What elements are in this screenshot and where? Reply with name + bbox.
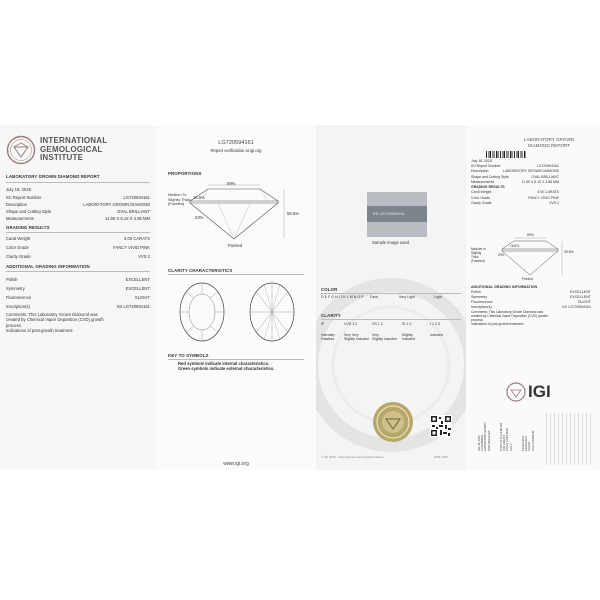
- clarity-desc: [321, 333, 335, 341]
- clarity-desc-line: Slightly Included: [372, 337, 397, 342]
- report-type: LABORATORY GROWN DIAMOND REPORT: [6, 174, 100, 179]
- summary-culet: Pointed: [522, 277, 533, 281]
- clarity-desc-line: Very Very: [344, 333, 359, 337]
- summary-label: Shape and Cutting Style: [471, 174, 509, 179]
- verify-text: Report verification at igi.org: [210, 148, 262, 153]
- grading-label: Carat Weight: [6, 236, 31, 241]
- report-number: LG720594161: [218, 140, 254, 146]
- report-date: July 18, 2025: [6, 187, 31, 192]
- clarity-desc-line: Very: [372, 333, 379, 337]
- summary-value: LABORATORY GROWN DIAMOND: [503, 169, 559, 174]
- sample-image: [367, 192, 427, 237]
- color-letter: I: [338, 295, 340, 299]
- additional-value: EXCELLENT: [125, 286, 150, 291]
- igi-logo-icon: [6, 135, 36, 165]
- clarity-grade: I 1 2 3: [430, 322, 440, 326]
- summary-girdle: [471, 247, 486, 263]
- summary-value: EXCELLENT: [570, 290, 591, 294]
- additional-heading: ADDITIONAL GRADING INFORMATION: [6, 264, 90, 269]
- color-scale-heading: COLOR: [321, 287, 338, 292]
- clarity-desc-line: Flawless: [321, 337, 335, 342]
- color-letter: E: [324, 295, 328, 299]
- color-letter: K: [343, 295, 346, 299]
- symbols-note-line: Green symbols indicate external characteristics.: [178, 366, 275, 372]
- summary-additional-heading: ADDITIONAL GRADING INFORMATION: [471, 285, 538, 289]
- summary-label: Description: [471, 169, 489, 174]
- mini-text-block: [546, 413, 592, 465]
- field-label: Shape and Cutting Style: [6, 209, 52, 214]
- logo-line: INTERNATIONAL: [40, 136, 108, 145]
- summary-label: Inscription(s): [471, 305, 492, 309]
- mini-field: VVS 2: [509, 443, 513, 451]
- depth-percent: 59.6%: [287, 211, 299, 216]
- grading-label: Color Grade: [6, 245, 29, 250]
- summary-comment-line: process.: [471, 318, 484, 322]
- sample-caption: Sample image used: [372, 240, 410, 245]
- comment-line: Comments: This Laboratory Grown Diamond was: [6, 312, 98, 317]
- color-word: Faint: [370, 295, 378, 299]
- summary-label: Polish: [471, 290, 481, 294]
- additional-label: Inscription(s): [6, 304, 30, 309]
- crown-angle: 16.5%: [193, 195, 205, 200]
- report-panel-proportions: [156, 125, 316, 470]
- summary-value: FANCY VIVID PINK: [528, 195, 559, 200]
- mini-field: 3.00 CARATS: [503, 434, 507, 451]
- summary-pavilion-percent: 23%: [498, 253, 505, 257]
- summary-value: 3.00 CARATS: [537, 190, 559, 195]
- mini-field: EXCELLENT: [525, 435, 529, 451]
- clarity-desc: [372, 333, 397, 341]
- summary-comment-line: Comments: This Laboratory Grown Diamond was: [471, 310, 544, 314]
- summary-comment-line: Indications of post-growth treatment: [471, 322, 524, 326]
- comment-line: Indications of post-growth treatment: [6, 328, 73, 334]
- summary-fields: [471, 164, 559, 206]
- barcode-icon: [486, 151, 526, 158]
- grading-value: FANCY VIVID PINK: [113, 245, 150, 250]
- footer-copyright: © IGI 2025 - International Gemological Institute: [321, 455, 384, 459]
- summary-date: July 18, 2025: [471, 159, 492, 163]
- clarity-plot-diagram: [168, 280, 304, 344]
- color-letters: [321, 295, 364, 300]
- summary-value: IGI LG720594161: [562, 305, 591, 309]
- additional-row: [6, 277, 150, 282]
- symbols-note: [178, 361, 274, 372]
- color-letter: H: [335, 295, 338, 299]
- summary-label: Clarity Grade: [471, 201, 492, 206]
- summary-value: LG720594161: [536, 164, 559, 168]
- summary-label: Color Grade: [471, 195, 491, 200]
- summary-title-line: LABORATORY GROWN: [523, 137, 575, 142]
- comments: [6, 312, 104, 334]
- field-label: IGI Report Number: [6, 195, 42, 200]
- field-value: 11.69 X 8.15 X 4.86 MM: [105, 216, 150, 221]
- igi-brand-logo-icon: [506, 382, 526, 402]
- mini-field: SLIGHT: [528, 441, 532, 451]
- color-letter: L: [346, 295, 349, 299]
- clarity-scale-heading: CLARITY: [321, 313, 341, 318]
- igi-brand-text: IGI: [528, 382, 551, 401]
- mini-field: July 18, 2025: [478, 435, 481, 451]
- summary-crown-angle: 16.5%: [510, 244, 520, 248]
- grading-heading: GRADING RESULTS: [6, 225, 50, 230]
- field-value: OVAL BRILLIANT: [116, 209, 150, 214]
- key-to-symbols-heading: KEY TO SYMBOLS: [168, 353, 209, 358]
- summary-row: [471, 201, 559, 206]
- comment-line: process.: [6, 322, 22, 328]
- website-link[interactable]: www.igi.org: [223, 461, 249, 467]
- mini-field: FANCY VIVID PINK: [506, 428, 510, 451]
- girdle-line: (Faceted): [168, 202, 185, 207]
- clarity-grade: IF: [321, 322, 325, 326]
- grading-row: [6, 236, 150, 241]
- proportions-heading: PROPORTIONS: [168, 171, 202, 176]
- additional-row: [6, 295, 150, 300]
- report-panel-scales: [316, 125, 466, 470]
- summary-comments: [471, 310, 591, 326]
- summary-label: Symmetry: [471, 295, 488, 299]
- footer-form: FOR 2025: [434, 455, 448, 459]
- summary-label: Measurements: [471, 179, 495, 184]
- summary-table-percent: 59%: [527, 233, 534, 237]
- clarity-desc-line: Included: [402, 337, 415, 342]
- summary-value: SLIGHT: [578, 300, 591, 304]
- summary-girdle-line: Thick: [471, 255, 479, 259]
- logo-line: GEMOLOGICAL: [40, 144, 103, 154]
- mini-field: IGI LG720594161: [531, 430, 535, 451]
- mini-field: EXCELLENT: [522, 435, 525, 451]
- girdle-line: Medium To: [168, 193, 187, 197]
- color-letter: F: [328, 295, 331, 299]
- mini-field: OVAL BRILLIANT: [487, 430, 491, 451]
- grading-row: [6, 254, 150, 259]
- clarity-desc: [402, 333, 415, 341]
- gold-seal-icon: [372, 401, 414, 443]
- mini-column: [522, 430, 535, 451]
- color-word: Very Light: [399, 295, 415, 299]
- inscription-text: IGI LG720594161: [373, 211, 405, 216]
- color-word: Light: [434, 295, 442, 299]
- symbols-note-line: Red symbols indicate internal characteristics.: [178, 361, 270, 366]
- grading-row: [6, 245, 150, 250]
- summary-mini-columns: [474, 411, 594, 467]
- summary-girdle-line: Slightly: [471, 251, 482, 255]
- summary-label: IGI Report Number: [471, 164, 501, 168]
- summary-title: [504, 137, 594, 148]
- comment-line: created by Chemical Vapor Deposition (CVD) growth: [6, 317, 104, 323]
- color-letter: M: [349, 295, 353, 299]
- summary-title-line: DIAMOND REPORT: [527, 142, 571, 148]
- additional-value: SLIGHT: [134, 295, 150, 300]
- summary-additional: [471, 285, 591, 326]
- clarity-desc: [430, 333, 443, 337]
- clarity-desc-line: Internally: [321, 333, 335, 337]
- additional-label: Polish: [6, 277, 18, 282]
- girdle-line: Slightly Thick: [168, 197, 191, 202]
- clarity-desc-line: Slightly Included: [344, 337, 369, 342]
- summary-value: EXCELLENT: [570, 295, 591, 299]
- additional-value: EXCELLENT: [125, 277, 150, 282]
- summary-row: [471, 180, 559, 185]
- table-percent: 59%: [227, 181, 236, 186]
- summary-girdle-line: (Faceted): [471, 259, 485, 263]
- field-row: [6, 195, 150, 200]
- girdle-label: [168, 193, 190, 207]
- summary-comment-line: created by Chemical Vapor Deposition (CVD) growth: [471, 314, 548, 318]
- field-value: LG720594161: [123, 195, 150, 200]
- field-row: [6, 209, 150, 214]
- clarity-desc-line: Included: [430, 333, 443, 337]
- summary-grading-heading: GRADING RESULTS: [471, 185, 505, 190]
- color-letter: O: [357, 295, 361, 299]
- grading-value: VVS 2: [138, 254, 150, 259]
- additional-row: [6, 304, 150, 309]
- grading-label: Clarity Grade: [6, 254, 31, 259]
- additional-label: Fluorescence: [6, 295, 32, 300]
- summary-depth-percent: 59.6%: [564, 250, 574, 254]
- summary-value: VVS 2: [549, 201, 559, 206]
- summary-row: [471, 305, 591, 310]
- logo-line: INSTITUTE: [40, 153, 84, 163]
- summary-label: Fluorescence: [471, 300, 493, 304]
- field-row: [6, 216, 150, 221]
- color-letter: J: [340, 295, 343, 299]
- mini-column: [478, 423, 491, 451]
- culet-label: Pointed: [228, 243, 243, 248]
- field-value: LABORATORY GROWN DIAMOND: [83, 202, 150, 207]
- field-row: [6, 202, 150, 207]
- summary-girdle-line: Medium to: [471, 247, 486, 251]
- qr-code-icon[interactable]: [430, 415, 452, 437]
- report-panel-summary: [466, 125, 600, 470]
- clarity-grade: SI 1 2: [402, 322, 412, 326]
- color-letter: N: [353, 295, 357, 299]
- mini-field: 11.69 X 8.15 X 4.86 MM: [500, 423, 503, 451]
- mini-field: LG720594161: [481, 434, 485, 451]
- clarity-grade: VVS 1 2: [344, 322, 358, 326]
- field-label: Measurements: [6, 216, 34, 221]
- pavilion-percent: 23%: [195, 215, 204, 220]
- clarity-desc-line: Slightly: [402, 333, 413, 337]
- summary-value: OVAL BRILLIANT: [531, 174, 559, 179]
- additional-value: IGI LG720594161: [116, 304, 150, 309]
- clarity-characteristics-heading: CLARITY CHARACTERISTICS: [168, 268, 233, 273]
- grading-value: 3.00 CARATS: [124, 236, 150, 241]
- summary-label: Carat Weight: [471, 190, 492, 195]
- additional-row: [6, 286, 150, 291]
- report-panel-main: [0, 125, 156, 470]
- color-letter: D: [321, 295, 324, 299]
- clarity-desc: [344, 333, 369, 341]
- field-label: Description: [6, 202, 27, 207]
- color-letter: P: [361, 295, 364, 299]
- color-letter: G: [331, 295, 335, 299]
- mini-field: LABORATORY GROWN: [484, 422, 488, 451]
- summary-value: 11.69 X 8.15 X 4.86 MM: [521, 179, 559, 184]
- clarity-grade: VS 1 2: [372, 322, 383, 326]
- mini-column: [500, 423, 513, 451]
- additional-label: Symmetry: [6, 286, 25, 291]
